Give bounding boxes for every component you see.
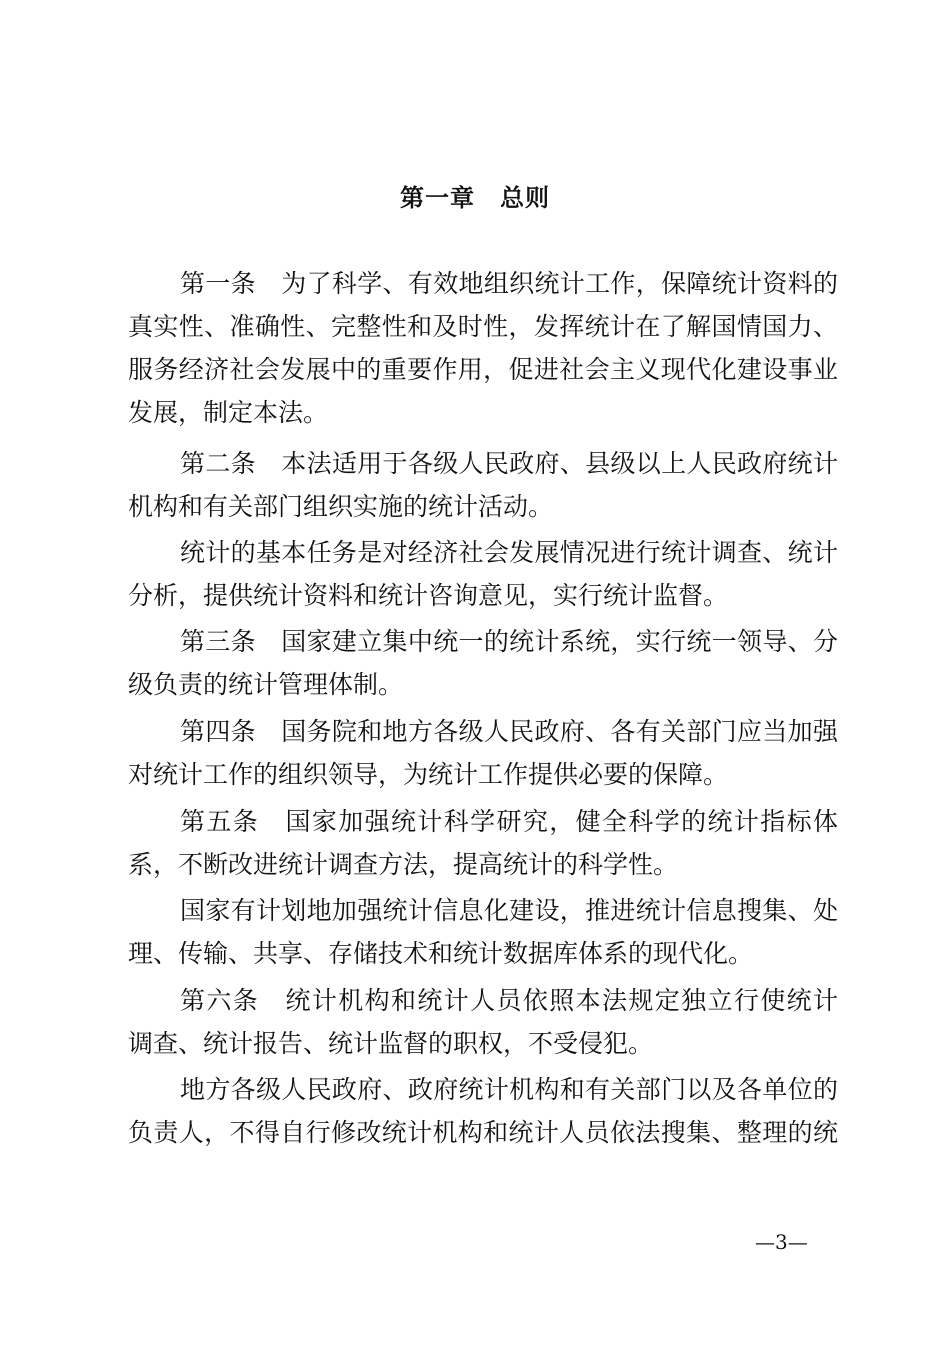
- text-line: 第二条 本法适用于各级人民政府、县级以上人民政府统计: [180, 449, 838, 478]
- text-line: 分析，提供统计资料和统计咨询意见，实行统计监督。: [128, 581, 729, 610]
- text-line: 理、传输、共享、存储技术和统计数据库体系的现代化。: [128, 939, 754, 968]
- text-line: 机构和有关部门组织实施的统计活动。: [128, 492, 554, 521]
- text-line: 级负责的统计管理体制。: [128, 670, 404, 699]
- page-number: —3—: [755, 1230, 808, 1254]
- text-line: 对统计工作的组织领导，为统计工作提供必要的保障。: [128, 760, 729, 789]
- text-line: 第四条 国务院和地方各级人民政府、各有关部门应当加强: [180, 717, 838, 746]
- text-line: 统计的基本任务是对经济社会发展情况进行统计调查、统计: [180, 538, 838, 567]
- text-line: 第五条 国家加强统计科学研究，健全科学的统计指标体: [180, 807, 838, 836]
- text-line: 发展，制定本法。: [128, 398, 329, 427]
- text-line: 第一条 为了科学、有效地组织统计工作，保障统计资料的: [180, 269, 838, 298]
- text-line: 系，不断改进统计调查方法，提高统计的科学性。: [128, 850, 679, 879]
- text-line: 地方各级人民政府、政府统计机构和有关部门以及各单位的: [180, 1075, 838, 1104]
- text-line: 第六条 统计机构和统计人员依照本法规定独立行使统计: [180, 986, 838, 1015]
- chapter-title: 第一章 总则: [400, 184, 550, 212]
- text-line: 服务经济社会发展中的重要作用，促进社会主义现代化建设事业: [128, 355, 838, 384]
- text-line: 第三条 国家建立集中统一的统计系统，实行统一领导、分: [180, 627, 838, 656]
- text-line: 调查、统计报告、统计监督的职权，不受侵犯。: [128, 1029, 654, 1058]
- text-line: 负责人，不得自行修改统计机构和统计人员依法搜集、整理的统: [128, 1118, 838, 1147]
- text-line: 国家有计划地加强统计信息化建设，推进统计信息搜集、处: [180, 896, 838, 925]
- text-line: 真实性、准确性、完整性和及时性，发挥统计在了解国情国力、: [128, 312, 838, 341]
